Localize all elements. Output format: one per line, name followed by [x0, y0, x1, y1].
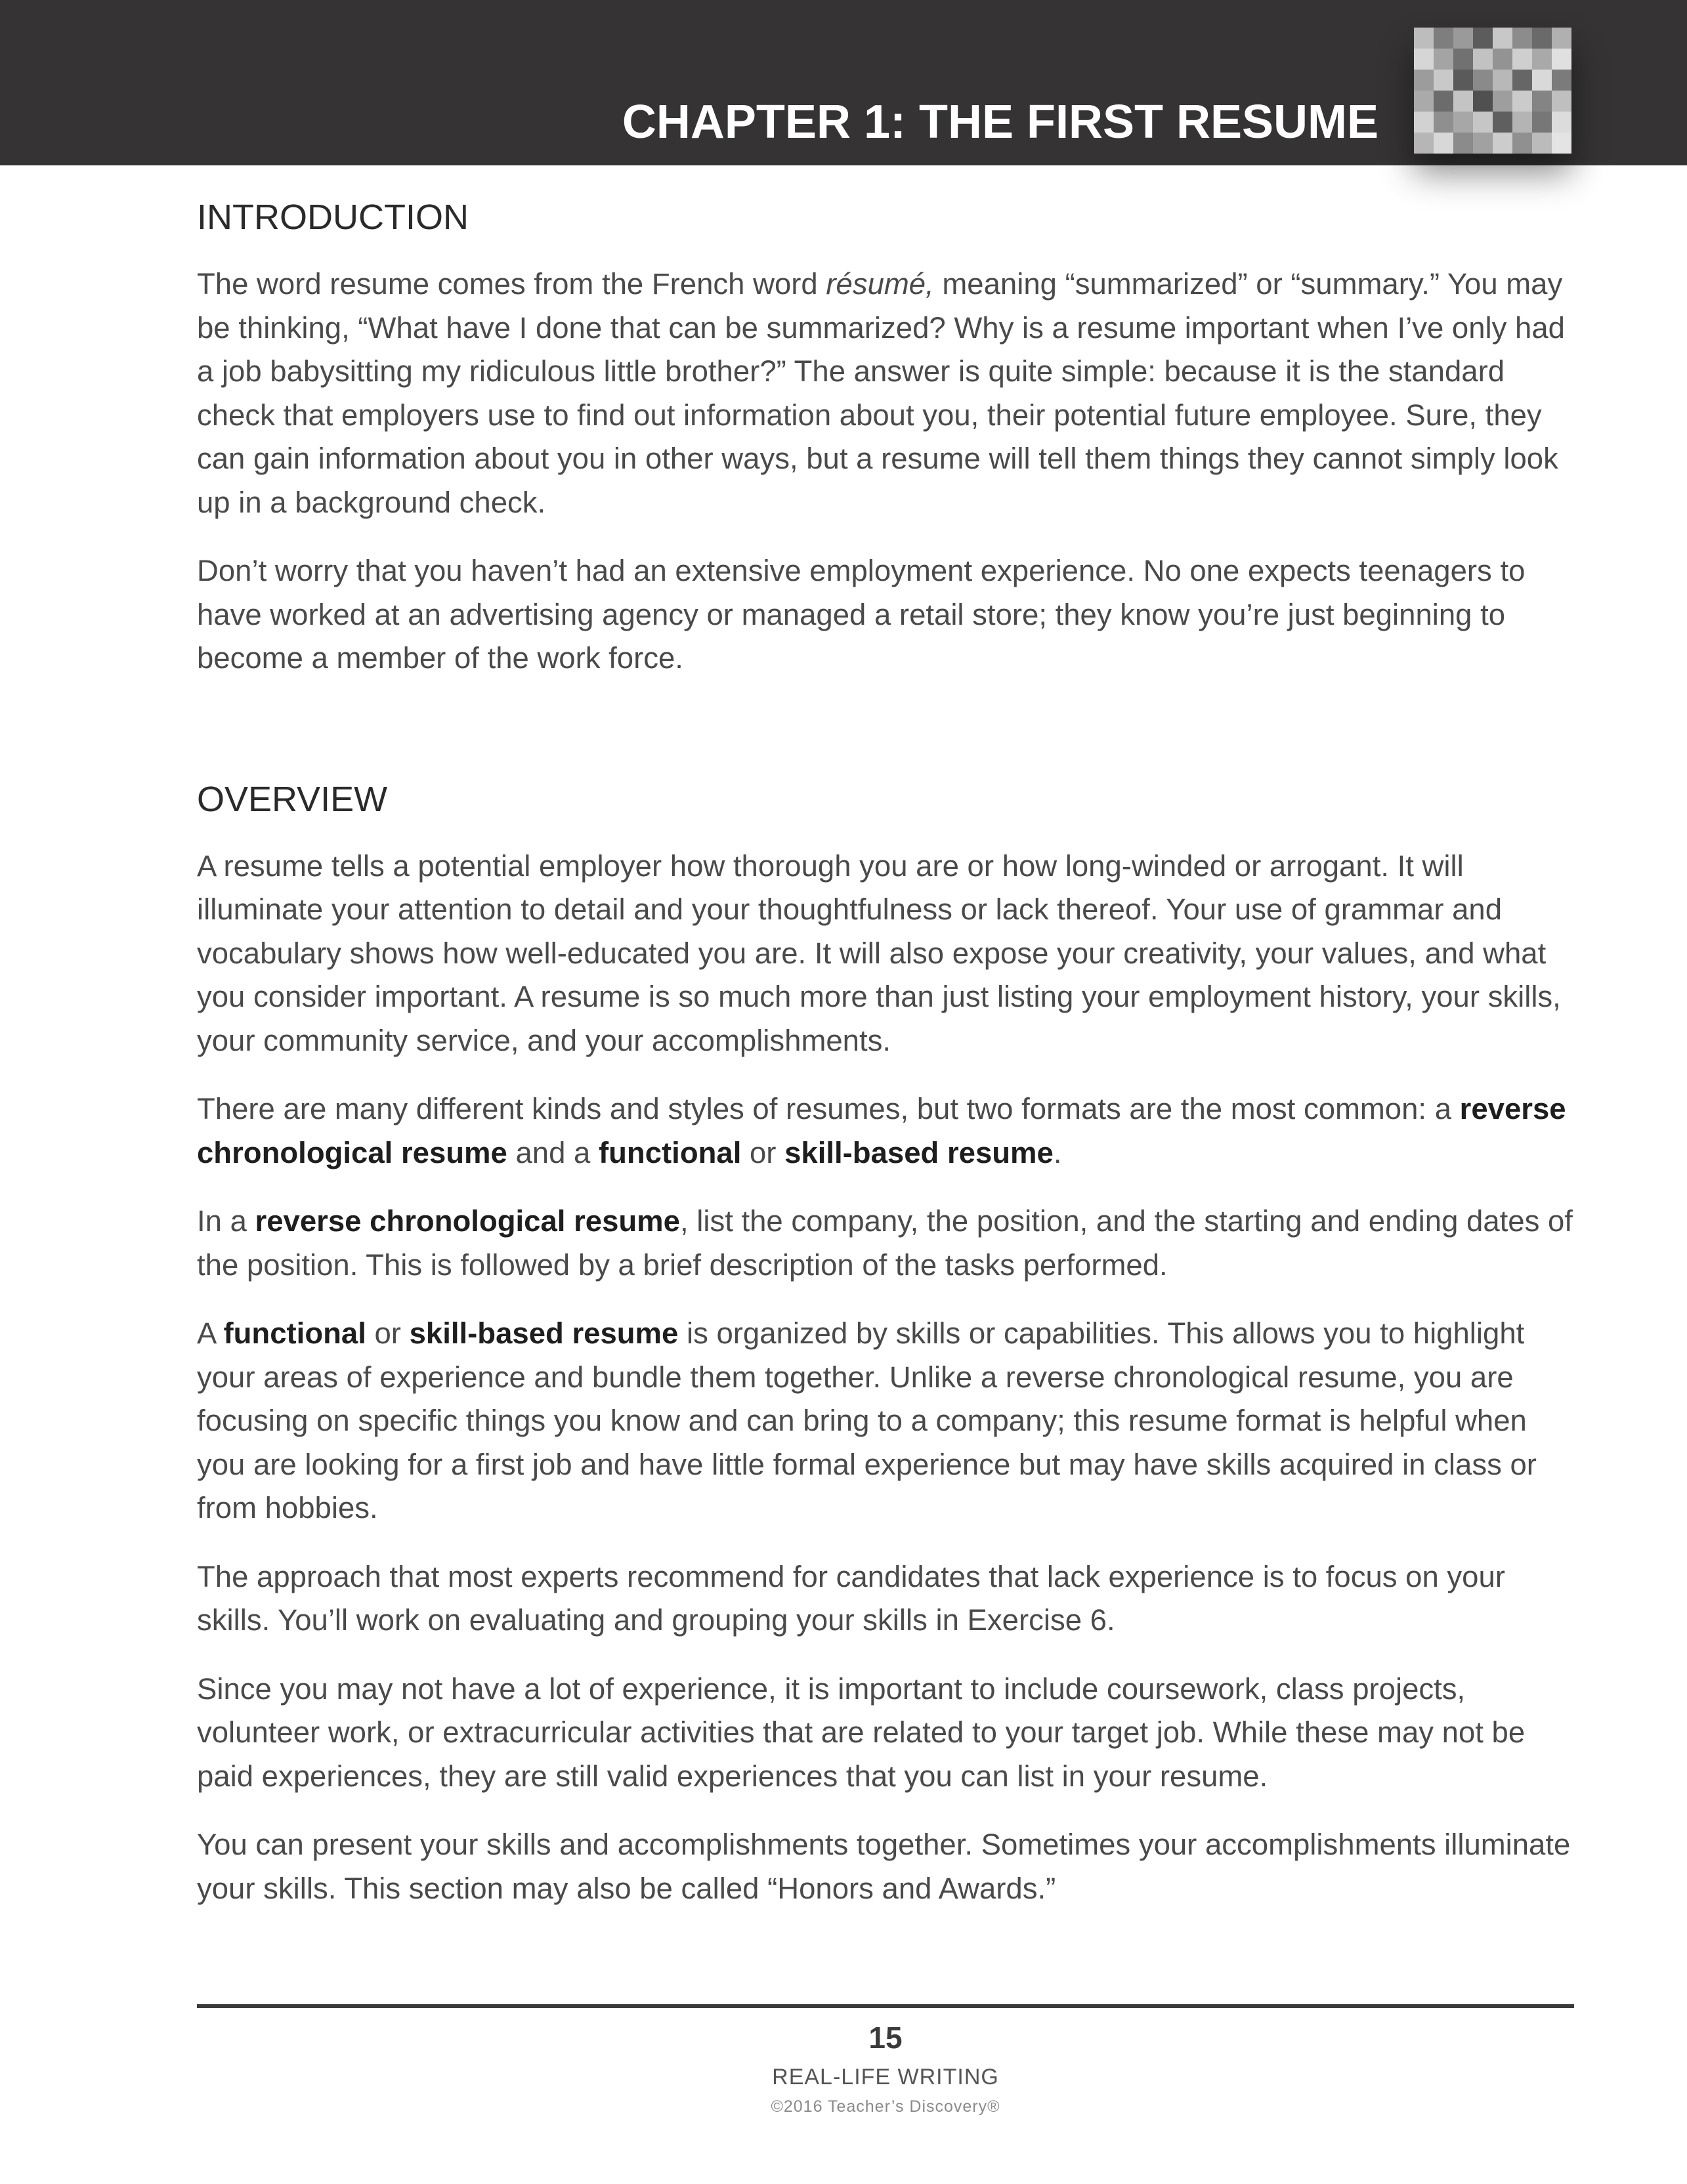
bold-term: reverse chronological resume	[255, 1204, 680, 1238]
bold-term: functional	[223, 1316, 366, 1351]
overview-paragraph-2: There are many different kinds and styles of resumes, but two formats are the most common: a reverse chronological resume and a functional or skill-based resume.	[197, 1092, 1566, 1169]
section-spacer	[197, 705, 1582, 776]
overview-paragraph-7: You can present your skills and accomplishments together. Sometimes your accomplishments illuminate your skills. This section may also be called “Honors and Awards.”	[197, 1828, 1571, 1905]
overview-paragraph-6: Since you may not have a lot of experience, it is important to include coursework, class projects, volunteer work, or extracurricular activities that are related to your target job. While these may not be paid experiences, they are still valid experiences that you can list in your resume.	[197, 1671, 1526, 1793]
bold-term: reverse chronological resume	[197, 1092, 1566, 1169]
overview-heading: OVERVIEW	[197, 779, 388, 819]
page-content	[197, 194, 1582, 1935]
introduction-paragraph-2: Don’t worry that you haven’t had an extensive employment experience. No one expects teenagers to have worked at an advertising agency or managed a retail store; they know you’re just beginning to become a member of the work force.	[197, 554, 1526, 675]
book-title: REAL-LIFE WRITING	[772, 2065, 999, 2090]
chapter-title: CHAPTER 1: THE FIRST RESUME	[622, 96, 1378, 148]
overview-paragraph-1: A resume tells a potential employer how thorough you are or how long-winded or arrogant. It will illuminate your attention to detail and your thoughtfulness or lack thereof. Your use of grammar and vocabulary shows how well-educated you are. It will also expose your creativity, your values, and what you consider important. A resume is so much more than just listing your employment history, your skills, your community service, and your accomplishments.	[197, 849, 1561, 1057]
bold-term: functional	[598, 1135, 742, 1169]
overview-paragraph-4: A functional or skill-based resume is organized by skills or capabilities. This allows you to highlight your areas of experience and bundle them together. Unlike a reverse chronological resume, you are focusing on specific things you know and can bring to a company; this resume format is helpful when you are looking for a first job and have little formal experience but may have skills acquired in class or from hobbies.	[197, 1316, 1537, 1525]
copyright-notice: ©2016 Teacher’s Discovery®	[771, 2097, 1000, 2116]
overview-paragraph-3: In a reverse chronological resume, list the company, the position, and the starting and ending dates of the position. This is followed by a brief description of the tasks performed.	[197, 1204, 1573, 1282]
page-number: 15	[868, 2021, 903, 2055]
introduction-paragraph-1: The word resume comes from the French word résumé, meaning “summarized” or “summary.” You may be thinking, “What have I done that can be summarized? Why is a resume important when I’ve only had a job babysitting my ridiculous little brother?” The answer is quite simple: because it is the standard check that employers use to find out information about you, their potential future employee. Sure, they can gain information about you in other ways, but a resume will tell them things they cannot simply look up in a background check.	[197, 267, 1565, 519]
introduction-heading: INTRODUCTION	[197, 198, 469, 237]
overview-paragraph-5: The approach that most experts recommend for candidates that lack experience is to focus on your skills. You’ll work on evaluating and grouping your skills in Exercise 6.	[197, 1559, 1505, 1637]
bold-term: skill-based resume	[784, 1135, 1054, 1169]
footer-divider	[197, 2004, 1574, 2008]
bold-term: skill-based resume	[409, 1316, 679, 1351]
italic-word-resume: résumé,	[826, 267, 934, 301]
pixelated-logo-icon	[1414, 28, 1575, 154]
